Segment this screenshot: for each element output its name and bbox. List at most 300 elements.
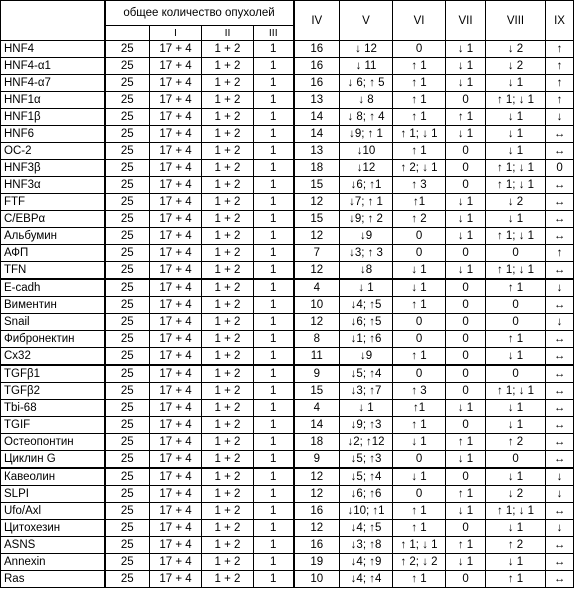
count-iii: 1 bbox=[254, 434, 294, 451]
value-vi: ↑ 1 bbox=[393, 75, 446, 92]
count-iii: 1 bbox=[254, 245, 294, 262]
value-ix: ↓ bbox=[546, 109, 574, 126]
count-ii: 1 + 2 bbox=[202, 262, 254, 280]
total-count: 25 bbox=[105, 297, 150, 314]
value-ix: 0 bbox=[546, 160, 574, 177]
count-i: 17 + 4 bbox=[150, 58, 202, 75]
value-vii: ↑ 1 bbox=[446, 537, 486, 554]
value-iv: 4 bbox=[294, 400, 340, 417]
count-ii: 1 + 2 bbox=[202, 365, 254, 383]
value-v: ↓ 8 bbox=[340, 92, 393, 109]
total-count: 25 bbox=[105, 75, 150, 92]
value-ix: ↓ bbox=[546, 486, 574, 503]
value-iv: 15 bbox=[294, 211, 340, 228]
value-vi: 0 bbox=[393, 451, 446, 469]
count-iii: 1 bbox=[254, 468, 294, 486]
count-i: 17 + 4 bbox=[150, 143, 202, 160]
value-viii: ↑ 1; ↓ 1 bbox=[486, 92, 546, 109]
gene-name: ASNS bbox=[1, 537, 105, 554]
count-iii: 1 bbox=[254, 554, 294, 571]
total-count: 25 bbox=[105, 211, 150, 228]
table-row bbox=[1, 537, 574, 554]
value-v: ↓7; ↑ 1 bbox=[340, 194, 393, 211]
value-v: ↓9; ↑ 2 bbox=[340, 211, 393, 228]
gene-name: E-cadh bbox=[1, 279, 105, 297]
gene-name: Циклин G bbox=[1, 451, 105, 469]
count-iii: 1 bbox=[254, 177, 294, 194]
count-i: 17 + 4 bbox=[150, 434, 202, 451]
value-viii: ↓ 1 bbox=[486, 554, 546, 571]
value-ix: ↔ bbox=[546, 571, 574, 588]
count-ii: 1 + 2 bbox=[202, 537, 254, 554]
total-count: 25 bbox=[105, 537, 150, 554]
value-vi: 0 bbox=[393, 331, 446, 348]
value-viii: ↑ 1 bbox=[486, 279, 546, 297]
value-v: ↓4; ↑5 bbox=[340, 297, 393, 314]
gene-name: HNF3α bbox=[1, 177, 105, 194]
value-iv: 7 bbox=[294, 245, 340, 262]
value-vii: ↑ 1 bbox=[446, 109, 486, 126]
value-vii: ↓ 1 bbox=[446, 503, 486, 520]
value-vi: ↑ 1 bbox=[393, 417, 446, 434]
value-ix: ↓ bbox=[546, 520, 574, 537]
value-vii: 0 bbox=[446, 571, 486, 588]
value-v: ↓ 12 bbox=[340, 41, 393, 58]
value-vi: ↑ 3 bbox=[393, 177, 446, 194]
value-vi: ↑ 2; ↓ 1 bbox=[393, 160, 446, 177]
total-count: 25 bbox=[105, 434, 150, 451]
total-count: 25 bbox=[105, 143, 150, 160]
value-vii: 0 bbox=[446, 177, 486, 194]
value-iv: 16 bbox=[294, 537, 340, 554]
value-viii: ↑ 1 bbox=[486, 571, 546, 588]
value-vi: ↑1 bbox=[393, 194, 446, 211]
gene-name: SLPI bbox=[1, 486, 105, 503]
value-vii: ↓ 1 bbox=[446, 75, 486, 92]
value-ix: ↔ bbox=[546, 383, 574, 400]
count-iii: 1 bbox=[254, 109, 294, 126]
col-header-iv: IV bbox=[294, 1, 340, 41]
value-v: ↓3; ↑8 bbox=[340, 537, 393, 554]
count-iii: 1 bbox=[254, 211, 294, 228]
value-vii: 0 bbox=[446, 331, 486, 348]
table-row bbox=[1, 451, 574, 469]
value-ix: ↓ bbox=[546, 279, 574, 297]
value-vii: 0 bbox=[446, 417, 486, 434]
total-count: 25 bbox=[105, 279, 150, 297]
value-vii: 0 bbox=[446, 348, 486, 366]
gene-name: HNF4 bbox=[1, 41, 105, 58]
count-ii: 1 + 2 bbox=[202, 297, 254, 314]
value-vi: 0 bbox=[393, 228, 446, 245]
value-v: ↓ 11 bbox=[340, 58, 393, 75]
value-vii: 0 bbox=[446, 143, 486, 160]
total-count: 25 bbox=[105, 417, 150, 434]
value-vii: 0 bbox=[446, 279, 486, 297]
value-iv: 13 bbox=[294, 92, 340, 109]
value-v: ↓6; ↑5 bbox=[340, 314, 393, 331]
count-i: 17 + 4 bbox=[150, 211, 202, 228]
value-v: ↓9 bbox=[340, 348, 393, 366]
value-viii: ↓ 2 bbox=[486, 41, 546, 58]
table-row bbox=[1, 486, 574, 503]
count-iii: 1 bbox=[254, 41, 294, 58]
value-viii: ↓ 1 bbox=[486, 109, 546, 126]
value-vi: ↑ 2; ↓ 2 bbox=[393, 554, 446, 571]
count-ii: 1 + 2 bbox=[202, 126, 254, 143]
value-vii: 0 bbox=[446, 383, 486, 400]
count-iii: 1 bbox=[254, 160, 294, 177]
gene-name: Tbi-68 bbox=[1, 400, 105, 417]
value-viii: ↑ 1; ↓ 1 bbox=[486, 383, 546, 400]
value-vi: 0 bbox=[393, 314, 446, 331]
value-v: ↓5; ↑4 bbox=[340, 365, 393, 383]
value-ix: ↔ bbox=[546, 400, 574, 417]
count-iii: 1 bbox=[254, 486, 294, 503]
col-header-viii: VIII bbox=[486, 1, 546, 41]
col-header-ix: IX bbox=[546, 1, 574, 41]
gene-name: Cx32 bbox=[1, 348, 105, 366]
value-viii: ↓ 1 bbox=[486, 520, 546, 537]
count-ii: 1 + 2 bbox=[202, 434, 254, 451]
value-viii: ↓ 1 bbox=[486, 143, 546, 160]
total-count: 25 bbox=[105, 571, 150, 588]
value-iv: 9 bbox=[294, 451, 340, 469]
value-vii: ↓ 1 bbox=[446, 228, 486, 245]
count-i: 17 + 4 bbox=[150, 417, 202, 434]
gene-name: Ufo/Axl bbox=[1, 503, 105, 520]
value-v: ↓2; ↑12 bbox=[340, 434, 393, 451]
count-iii: 1 bbox=[254, 279, 294, 297]
gene-name: Snail bbox=[1, 314, 105, 331]
value-iv: 10 bbox=[294, 571, 340, 588]
count-ii: 1 + 2 bbox=[202, 160, 254, 177]
value-v: ↓4; ↑4 bbox=[340, 571, 393, 588]
count-i: 17 + 4 bbox=[150, 41, 202, 58]
gene-name: АФП bbox=[1, 245, 105, 262]
count-i: 17 + 4 bbox=[150, 262, 202, 280]
value-iv: 15 bbox=[294, 383, 340, 400]
count-i: 17 + 4 bbox=[150, 468, 202, 486]
value-vi: 0 bbox=[393, 365, 446, 383]
count-ii: 1 + 2 bbox=[202, 58, 254, 75]
value-vii: ↓ 1 bbox=[446, 126, 486, 143]
value-ix: ↔ bbox=[546, 177, 574, 194]
count-ii: 1 + 2 bbox=[202, 468, 254, 486]
value-vi: 0 bbox=[393, 486, 446, 503]
value-viii: ↑ 2 bbox=[486, 434, 546, 451]
count-i: 17 + 4 bbox=[150, 279, 202, 297]
count-i: 17 + 4 bbox=[150, 520, 202, 537]
gene-name: Виментин bbox=[1, 297, 105, 314]
value-ix: ↔ bbox=[546, 228, 574, 245]
value-viii: 0 bbox=[486, 245, 546, 262]
gene-name: HNF3β bbox=[1, 160, 105, 177]
value-v: ↓9; ↑ 1 bbox=[340, 126, 393, 143]
total-count: 25 bbox=[105, 41, 150, 58]
col-header-vii: VII bbox=[446, 1, 486, 41]
value-vii: ↓ 1 bbox=[446, 554, 486, 571]
count-iii: 1 bbox=[254, 503, 294, 520]
value-ix: ↔ bbox=[546, 194, 574, 211]
count-iii: 1 bbox=[254, 451, 294, 469]
value-vi: ↓ 1 bbox=[393, 279, 446, 297]
total-count: 25 bbox=[105, 365, 150, 383]
value-viii: ↓ 2 bbox=[486, 486, 546, 503]
count-iii: 1 bbox=[254, 520, 294, 537]
count-iii: 1 bbox=[254, 537, 294, 554]
value-iv: 14 bbox=[294, 126, 340, 143]
value-iv: 16 bbox=[294, 503, 340, 520]
value-iv: 19 bbox=[294, 554, 340, 571]
table-row bbox=[1, 143, 574, 160]
value-v: ↓6; ↑1 bbox=[340, 177, 393, 194]
count-ii: 1 + 2 bbox=[202, 503, 254, 520]
value-vi: ↑ 1 bbox=[393, 109, 446, 126]
value-v: ↓ 6; ↑ 5 bbox=[340, 75, 393, 92]
value-viii: ↑ 1; ↓ 1 bbox=[486, 160, 546, 177]
count-i: 17 + 4 bbox=[150, 92, 202, 109]
value-iv: 8 bbox=[294, 331, 340, 348]
value-v: ↓10 bbox=[340, 143, 393, 160]
gene-name: HNF6 bbox=[1, 126, 105, 143]
count-ii: 1 + 2 bbox=[202, 41, 254, 58]
value-vi: ↑ 1 bbox=[393, 297, 446, 314]
value-viii: ↓ 1 bbox=[486, 126, 546, 143]
count-iii: 1 bbox=[254, 314, 294, 331]
gene-name: TGIF bbox=[1, 417, 105, 434]
value-vi: ↓ 1 bbox=[393, 262, 446, 280]
count-i: 17 + 4 bbox=[150, 314, 202, 331]
count-ii: 1 + 2 bbox=[202, 451, 254, 469]
value-viii: ↓ 2 bbox=[486, 58, 546, 75]
table-row bbox=[1, 365, 574, 383]
total-count: 25 bbox=[105, 262, 150, 280]
table-row bbox=[1, 554, 574, 571]
value-ix: ↔ bbox=[546, 365, 574, 383]
count-i: 17 + 4 bbox=[150, 503, 202, 520]
table-row bbox=[1, 177, 574, 194]
count-ii: 1 + 2 bbox=[202, 245, 254, 262]
value-iv: 15 bbox=[294, 177, 340, 194]
table-row bbox=[1, 383, 574, 400]
col-header-vi: VI bbox=[393, 1, 446, 41]
value-vii: 0 bbox=[446, 92, 486, 109]
gene-name: HNF4-α7 bbox=[1, 75, 105, 92]
table-row bbox=[1, 468, 574, 486]
table-row bbox=[1, 348, 574, 366]
count-i: 17 + 4 bbox=[150, 400, 202, 417]
value-v: ↓3; ↑ 3 bbox=[340, 245, 393, 262]
table-row bbox=[1, 92, 574, 109]
value-ix: ↑ bbox=[546, 41, 574, 58]
value-vi: ↑ 1 bbox=[393, 503, 446, 520]
value-viii: ↑ 1; ↓ 1 bbox=[486, 177, 546, 194]
count-iii: 1 bbox=[254, 194, 294, 211]
count-ii: 1 + 2 bbox=[202, 400, 254, 417]
value-viii: 0 bbox=[486, 314, 546, 331]
value-v: ↓5; ↑3 bbox=[340, 451, 393, 469]
value-viii: ↓ 1 bbox=[486, 417, 546, 434]
count-i: 17 + 4 bbox=[150, 228, 202, 245]
value-iv: 12 bbox=[294, 468, 340, 486]
value-ix: ↔ bbox=[546, 126, 574, 143]
value-vii: 0 bbox=[446, 468, 486, 486]
table-row bbox=[1, 400, 574, 417]
value-viii: ↓ 1 bbox=[486, 348, 546, 366]
total-count: 25 bbox=[105, 400, 150, 417]
total-count: 25 bbox=[105, 383, 150, 400]
count-i: 17 + 4 bbox=[150, 451, 202, 469]
value-vii: ↓ 1 bbox=[446, 451, 486, 469]
count-i: 17 + 4 bbox=[150, 571, 202, 588]
value-iv: 4 bbox=[294, 279, 340, 297]
value-v: ↓6; ↑6 bbox=[340, 486, 393, 503]
value-ix: ↔ bbox=[546, 537, 574, 554]
table-row bbox=[1, 434, 574, 451]
table-row bbox=[1, 41, 574, 58]
value-ix: ↑ bbox=[546, 58, 574, 75]
value-vii: ↓ 1 bbox=[446, 211, 486, 228]
col-header-blank bbox=[105, 26, 150, 41]
total-count: 25 bbox=[105, 58, 150, 75]
value-ix: ↔ bbox=[546, 262, 574, 280]
value-viii: ↓ 1 bbox=[486, 400, 546, 417]
total-count: 25 bbox=[105, 486, 150, 503]
total-count: 25 bbox=[105, 503, 150, 520]
count-i: 17 + 4 bbox=[150, 486, 202, 503]
value-vii: 0 bbox=[446, 245, 486, 262]
count-ii: 1 + 2 bbox=[202, 314, 254, 331]
value-v: ↓ 8; ↑ 4 bbox=[340, 109, 393, 126]
value-vi: ↑ 1; ↓ 1 bbox=[393, 537, 446, 554]
gene-name: TGFβ1 bbox=[1, 365, 105, 383]
count-ii: 1 + 2 bbox=[202, 143, 254, 160]
count-iii: 1 bbox=[254, 417, 294, 434]
value-iv: 16 bbox=[294, 75, 340, 92]
value-v: ↓10; ↑1 bbox=[340, 503, 393, 520]
col-header-i: I bbox=[150, 26, 202, 41]
value-viii: ↓ 1 bbox=[486, 75, 546, 92]
count-i: 17 + 4 bbox=[150, 126, 202, 143]
gene-name: Цитохезин bbox=[1, 520, 105, 537]
total-count: 25 bbox=[105, 126, 150, 143]
table-row bbox=[1, 75, 574, 92]
count-iii: 1 bbox=[254, 228, 294, 245]
value-iv: 16 bbox=[294, 41, 340, 58]
col-header-v: V bbox=[340, 1, 393, 41]
value-vii: ↓ 1 bbox=[446, 58, 486, 75]
total-count: 25 bbox=[105, 331, 150, 348]
count-ii: 1 + 2 bbox=[202, 417, 254, 434]
value-vii: ↑ 1 bbox=[446, 434, 486, 451]
table-row bbox=[1, 262, 574, 280]
count-ii: 1 + 2 bbox=[202, 279, 254, 297]
value-vii: ↓ 1 bbox=[446, 41, 486, 58]
value-viii: ↑ 1; ↓ 1 bbox=[486, 503, 546, 520]
value-vi: ↑ 1 bbox=[393, 92, 446, 109]
value-vii: 0 bbox=[446, 520, 486, 537]
gene-name: Фибронектин bbox=[1, 331, 105, 348]
total-count: 25 bbox=[105, 451, 150, 469]
total-count: 25 bbox=[105, 554, 150, 571]
value-iv: 16 bbox=[294, 58, 340, 75]
table-row bbox=[1, 314, 574, 331]
value-ix: ↓ bbox=[546, 468, 574, 486]
table-row bbox=[1, 571, 574, 588]
count-ii: 1 + 2 bbox=[202, 92, 254, 109]
count-iii: 1 bbox=[254, 383, 294, 400]
count-iii: 1 bbox=[254, 75, 294, 92]
gene-name: HNF1β bbox=[1, 109, 105, 126]
count-i: 17 + 4 bbox=[150, 194, 202, 211]
value-iv: 12 bbox=[294, 314, 340, 331]
value-v: ↓4; ↑5 bbox=[340, 520, 393, 537]
value-ix: ↔ bbox=[546, 348, 574, 366]
count-ii: 1 + 2 bbox=[202, 211, 254, 228]
count-i: 17 + 4 bbox=[150, 383, 202, 400]
gene-name: Кавеолин bbox=[1, 468, 105, 486]
total-tumors-header: общее количество опухолей bbox=[105, 1, 294, 26]
value-v: ↓ 1 bbox=[340, 279, 393, 297]
value-vi: ↑ 1 bbox=[393, 520, 446, 537]
value-iv: 18 bbox=[294, 434, 340, 451]
value-viii: 0 bbox=[486, 451, 546, 469]
count-ii: 1 + 2 bbox=[202, 348, 254, 366]
value-vi: ↑ 1; ↓ 1 bbox=[393, 126, 446, 143]
count-ii: 1 + 2 bbox=[202, 194, 254, 211]
value-vii: 0 bbox=[446, 314, 486, 331]
value-v: ↓1; ↑6 bbox=[340, 331, 393, 348]
value-ix: ↓ bbox=[546, 314, 574, 331]
gene-name: Альбумин bbox=[1, 228, 105, 245]
value-v: ↓ 1 bbox=[340, 400, 393, 417]
count-iii: 1 bbox=[254, 365, 294, 383]
total-count: 25 bbox=[105, 92, 150, 109]
count-ii: 1 + 2 bbox=[202, 571, 254, 588]
count-i: 17 + 4 bbox=[150, 177, 202, 194]
value-v: ↓12 bbox=[340, 160, 393, 177]
value-ix: ↑ bbox=[546, 245, 574, 262]
value-iv: 14 bbox=[294, 109, 340, 126]
table-row bbox=[1, 126, 574, 143]
count-iii: 1 bbox=[254, 331, 294, 348]
table-row bbox=[1, 160, 574, 177]
count-ii: 1 + 2 bbox=[202, 520, 254, 537]
value-vii: 0 bbox=[446, 297, 486, 314]
count-i: 17 + 4 bbox=[150, 75, 202, 92]
value-vii: ↓ 1 bbox=[446, 262, 486, 280]
table-row bbox=[1, 194, 574, 211]
value-v: ↓8 bbox=[340, 262, 393, 280]
gene-name: FTF bbox=[1, 194, 105, 211]
value-iv: 9 bbox=[294, 365, 340, 383]
table-row bbox=[1, 228, 574, 245]
value-v: ↓4; ↑9 bbox=[340, 554, 393, 571]
corner-cell bbox=[1, 1, 105, 41]
value-ix: ↔ bbox=[546, 434, 574, 451]
value-iv: 12 bbox=[294, 262, 340, 280]
count-i: 17 + 4 bbox=[150, 537, 202, 554]
count-iii: 1 bbox=[254, 58, 294, 75]
table-row bbox=[1, 503, 574, 520]
total-count: 25 bbox=[105, 109, 150, 126]
total-count: 25 bbox=[105, 228, 150, 245]
count-i: 17 + 4 bbox=[150, 160, 202, 177]
value-iv: 13 bbox=[294, 143, 340, 160]
gene-name: TFN bbox=[1, 262, 105, 280]
table-row bbox=[1, 297, 574, 314]
